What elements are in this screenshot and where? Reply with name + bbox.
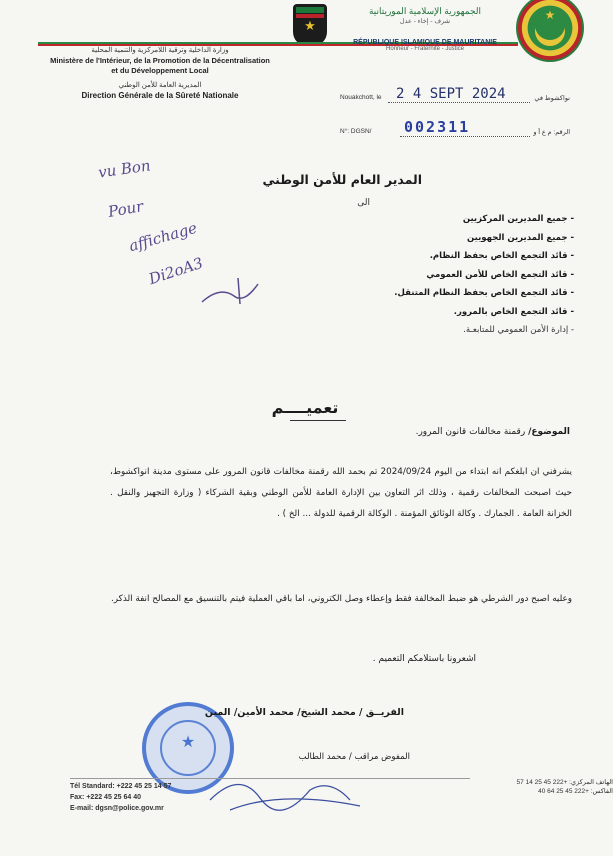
signatory-delegate: المفوض مراقب / محمد الطالب: [298, 752, 410, 762]
subject-text: رقمنة مخالفات قانون المرور.: [415, 427, 529, 437]
body-paragraph-2: وعليه اصبح دور الشرطي هو ضبط المخالفة فقط وإعطاء وصل الكتروني، اما باقي العملية فيتم بالتنسيق مع المصالح انفة الذكر.: [111, 594, 572, 604]
date-label-fr: Nouakchott, le: [340, 94, 382, 101]
addressee-label: الى: [357, 198, 370, 208]
police-emblem-icon: ★: [293, 4, 327, 46]
reference-label-ar: الرقم: م ع أ و: [533, 129, 570, 136]
circular-underline: [290, 420, 346, 421]
date-line: [340, 86, 570, 106]
recipient-item: - قائد التجمع الخاص بحفظ النظام.: [429, 251, 574, 261]
motto-fr: Honneur - Fraternité - Justice: [385, 46, 465, 52]
ministry-header: [30, 46, 290, 100]
ministry-name-fr-2: et du Développement Local: [111, 66, 209, 75]
handwritten-note-line-1: vu Bon: [97, 156, 152, 182]
ministry-name-ar: وزارة الداخلية وترقية اللامركزية والتنمية المحلية: [91, 47, 229, 54]
date-label-ar: نواكشوط في: [534, 95, 570, 102]
handwritten-note-line-4: Di2oA3: [146, 253, 206, 289]
closing-salutation: اشعرونا باستلامكم التعميم .: [372, 654, 476, 664]
date-value: 2 4 SEPT 2024: [396, 86, 506, 102]
signature-scribble: [200, 760, 370, 820]
recipient-item: - قائد التجمع الخاص بحفظ النظام المتنقل.: [394, 288, 574, 298]
footer-divider: [70, 778, 470, 779]
handwritten-note-line-2: Pour: [106, 197, 145, 221]
reference-label-fr: N°: DGSN/: [340, 128, 372, 135]
national-seal-icon: ★: [516, 0, 584, 62]
official-stamp-icon: ★: [142, 702, 234, 794]
directorate-name-ar: المديرية العامة للأمن الوطني: [118, 82, 202, 89]
recipient-item: - جميع المديرين الجهويين: [466, 232, 574, 243]
recipient-item: - قائد التجمع الخاص بالمرور.: [453, 306, 574, 317]
republic-name-fr: RÉPUBLIQUE ISLAMIQUE DE MAURITANIE: [353, 39, 497, 46]
footer-fax-ar: الفاكس: +222 45 25 64 40: [538, 788, 613, 795]
ministry-name-fr: Ministère de l'Intérieur, de la Promotion de la Décentralisation: [50, 56, 270, 65]
handwritten-note-line-3: affichage: [126, 218, 199, 256]
footer-fax: Fax: +222 45 25 64 40: [70, 794, 142, 801]
subject-line: [250, 427, 570, 437]
recipient-item: - إدارة الأمن العمومي للمتابعـة.: [463, 325, 574, 335]
republic-header: [330, 6, 520, 52]
handwritten-signature-mark: [198, 274, 268, 314]
body-paragraph-1: يشرفني ان ابلغكم انه ابتداء من اليوم 2024/09/24 تم بحمد الله رقمنة مخالفات قانون المرور على مستوى مدينة انواكشوط، حيث اصبحت المخالفات رقمية ، وذلك اثر التعاون بين الإدارة العامة للأمن الوطني وبقية الشركاء ( وزارة التجهيز والنقل . الخزانة العامة . الجمارك . وكالة الوثائق المؤمنة . الوكالة الرقمية للدولة ... الخ ) .: [110, 467, 572, 519]
directorate-name-fr: Direction Générale de la Sûreté Nationale: [81, 91, 239, 100]
signatory-name: الفريــق / محمد الشيخ/ محمد الأمين/ المين: [204, 707, 404, 718]
footer-email: E-mail: dgsn@police.gov.mr: [70, 805, 164, 812]
sender-title: المدير العام للأمن الوطني: [262, 172, 422, 187]
motto-ar: شرف - إخاء - عدل: [399, 18, 451, 25]
reference-line: [340, 118, 570, 140]
circular-heading: تعميــــم: [271, 398, 339, 417]
recipient-item: - قائد التجمع الخاص للأمن العمومي: [426, 269, 574, 280]
recipient-list: [300, 210, 574, 340]
reference-number: 002311: [404, 118, 471, 136]
footer-phone: Tél Standard: +222 45 25 14 57: [70, 783, 172, 790]
footer-contact-fr: [70, 781, 200, 814]
footer-contact-ar: [478, 778, 613, 796]
republic-name-ar: الجمهورية الإسلامية الموريتانية: [368, 6, 482, 16]
recipient-item: - جميع المديرين المركزيين: [462, 214, 574, 224]
subject-label: الموضوع/: [528, 427, 570, 437]
footer-phone-ar: الهاتف المركزي: +222 45 25 14 57: [516, 779, 613, 786]
